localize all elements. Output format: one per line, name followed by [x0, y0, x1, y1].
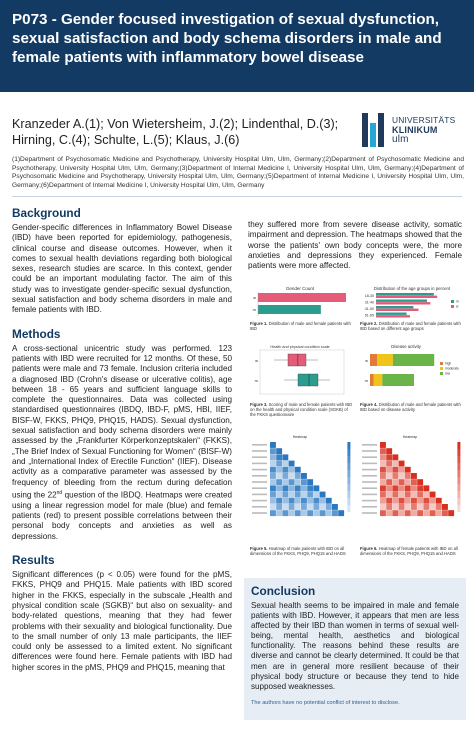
fig6-cell	[423, 504, 429, 510]
fig2-legend-swatch-m	[451, 300, 454, 303]
fig5-colorbar	[347, 470, 350, 477]
fig6-cell	[417, 504, 423, 510]
fig6-cell	[386, 510, 392, 516]
fig5-cell	[332, 510, 338, 516]
fig5-cell	[307, 479, 313, 485]
fig2-label-18-30: 18-30	[364, 294, 374, 298]
fig5-row-label	[252, 481, 267, 483]
fig5-colorbar	[347, 449, 350, 456]
fig6-cell	[399, 492, 405, 498]
fig6-cell	[386, 498, 392, 504]
fig6-cell	[423, 485, 429, 491]
fig2-label-51-65: 51-65	[364, 313, 374, 318]
fig5-cell	[270, 454, 276, 460]
fig6-cell	[417, 510, 423, 516]
fig5-cell	[270, 479, 276, 485]
fig5-cell	[270, 473, 276, 479]
fig4-bar-w-low	[393, 354, 434, 366]
fig5-cell	[301, 498, 307, 504]
fig5-row-label	[252, 487, 267, 489]
fig6-cell	[386, 492, 392, 498]
figure-5-caption: Figure 5. Heatmap of male patients with IBD on all dimensions of the FKKS, PHQ9, PHQ15 and HADS	[250, 546, 346, 556]
fig6-colorbar	[457, 505, 460, 512]
fig5-cell	[289, 498, 295, 504]
conflict-note: The authors have no potential conflict of interest to disclose.	[251, 699, 400, 706]
fig5-cell	[276, 454, 282, 460]
fig6-cell	[380, 461, 386, 467]
fig2-legend-m: m	[456, 299, 459, 304]
logo-text: UNIVERSITÄTS KLINIKUM ulm	[392, 115, 456, 145]
fig5-cell	[338, 510, 344, 516]
fig3-box-1	[298, 374, 318, 386]
fig6-cell	[442, 504, 448, 510]
fig6-cell	[392, 492, 398, 498]
fig5-cell	[295, 467, 301, 473]
fig2-bar-31-40-w	[376, 302, 430, 304]
fig3-title: Health and physical condition scale	[270, 345, 330, 349]
fig6-row-label	[362, 481, 377, 483]
fig2-legend-swatch-w	[451, 305, 454, 308]
background-title: Background	[12, 206, 81, 220]
fig6-row-label	[362, 469, 377, 471]
fig6-cell	[380, 492, 386, 498]
fig6-cell	[423, 510, 429, 516]
fig2-bar-51-65-w	[376, 315, 410, 317]
fig6-row-label	[362, 444, 377, 446]
fig5-cell	[301, 473, 307, 479]
fig5-cell	[282, 504, 288, 510]
fig5-colorbar	[347, 463, 350, 470]
fig5-cell	[282, 461, 288, 467]
fig6-row-label	[362, 463, 377, 465]
fig2-bar-31-40-m	[376, 300, 427, 302]
fig5-cell	[289, 510, 295, 516]
fig5-cell	[276, 504, 282, 510]
fig5-cell	[270, 442, 276, 448]
figure-1-caption: Figure 1. Distribution of male and female patients with IBD	[250, 321, 351, 331]
fig6-colorbar	[457, 449, 460, 456]
age-groups-chart	[360, 284, 464, 320]
fig6-cell	[399, 485, 405, 491]
fig6-colorbar	[457, 456, 460, 463]
fig5-cell	[276, 485, 282, 491]
fig5-cell	[313, 510, 319, 516]
fig5-cell	[276, 473, 282, 479]
fig5-cell	[270, 510, 276, 516]
fig6-cell	[380, 442, 386, 448]
fig1-label-w: w	[253, 295, 256, 300]
fig5-colorbar	[347, 477, 350, 484]
fig5-row-label	[252, 444, 267, 446]
fig6-cell	[392, 473, 398, 479]
fig6-cell	[436, 510, 442, 516]
fig5-cell	[276, 492, 282, 498]
fig6-cell	[448, 510, 454, 516]
fig6-row-label	[362, 487, 377, 489]
fig6-row-label	[362, 494, 377, 496]
fig6-cell	[411, 473, 417, 479]
fig6-cell	[417, 492, 423, 498]
fig6-colorbar	[457, 470, 460, 477]
affiliations: (1)Department of Psychosomatic Medicine and Psychotherapy, University Hospital Ulm, Ulm, Germany;(2)Department of Psychosomatic Medicine and Psychotherapy, University Hospital Ulm, Ulm, Germany;(3)Department of Internal Medicine I, University Hospital Ulm, Ulm, Germany;(4)Department of Psychosomatic Medicine and Psychotherapy, University Hospital Ulm, Ulm, Germany;(5)Department of Internal Medicine I, University Hospital Ulm, Ulm, Germany;(6)Department of Internal Medicine I, University Hospital Ulm, Ulm, Germany	[12, 156, 464, 189]
fig6-cell	[380, 448, 386, 454]
conclusion-box	[244, 578, 466, 720]
fig6-cell	[386, 485, 392, 491]
figure-5-heatmap-male	[248, 432, 352, 544]
fig6-cell	[392, 510, 398, 516]
fig4-legend-swatch-low	[440, 372, 443, 375]
fig1-label-m: m	[252, 307, 256, 312]
fig6-row-label	[362, 450, 377, 452]
fig5-cell	[301, 479, 307, 485]
fig6-row-label	[362, 456, 377, 458]
results-continued	[248, 220, 462, 271]
fig5-row-label	[252, 456, 267, 458]
fig6-cell	[380, 485, 386, 491]
fig5-cell	[289, 492, 295, 498]
fig6-colorbar	[457, 463, 460, 470]
background-text: Gender-specific differences in Inflammatory Bowel Disease (IBD) have been reported for epidemiology, pathogenesis, clinical course and disease outcomes. However, when it comes to sexual health deviations regarding both biological sexes, research studies are scarce. In this context, gender could be an important modulating factor. The aim of this study was to investigate gender-specific sexual dysfunction, sexual satisfaction and body schema disorders in male and female patients with IBD.	[12, 223, 232, 315]
fig6-cell	[405, 467, 411, 473]
fig5-cell	[276, 461, 282, 467]
fig2-title: Distribution of the age groups in percent	[373, 286, 451, 291]
fig5-cell	[289, 479, 295, 485]
figure-3-caption: Figure 3. Scoring of male and female patients with IBD on the health and physical condition scale (SGKB) of the FKKS questionnaire	[250, 402, 353, 417]
fig6-cell	[386, 479, 392, 485]
fig5-cell	[282, 485, 288, 491]
fig5-cell	[307, 498, 313, 504]
fig6-cell	[399, 498, 405, 504]
fig5-cell	[295, 485, 301, 491]
fig6-colorbar	[457, 477, 460, 484]
fig5-cell	[270, 485, 276, 491]
fig6-cell	[392, 498, 398, 504]
ulm-logo-icon	[360, 113, 386, 147]
fig5-cell	[332, 504, 338, 510]
fig6-cell	[399, 479, 405, 485]
fig5-colorbar	[347, 505, 350, 512]
fig5-cell	[276, 467, 282, 473]
fig1-bar-m	[258, 305, 321, 314]
fig5-cell	[282, 479, 288, 485]
poster-title: P073 - Gender focused investigation of sexual dysfunction, sexual satisfaction and body schema disorders in male and female patients with inflammatory bowel disease	[12, 11, 442, 66]
fig5-row-label	[252, 494, 267, 496]
fig5-row-label	[252, 500, 267, 502]
fig4-bar-m-high	[370, 374, 374, 386]
fig5-cell	[282, 510, 288, 516]
figure-6-caption: Figure 6. Heatmap of female patients with IBD on all dimensions of the FKKS, PHQ9, PHQ15 and HADS	[360, 546, 458, 556]
fig5-colorbar	[347, 498, 350, 505]
fig5-colorbar	[347, 484, 350, 491]
fig6-cell	[417, 485, 423, 491]
fig5-colorbar	[347, 456, 350, 463]
fig6-cell	[392, 454, 398, 460]
fig5-cell	[289, 504, 295, 510]
fig6-cell	[423, 492, 429, 498]
heatmap-female	[358, 432, 462, 544]
fig6-cell	[411, 485, 417, 491]
fig5-cell	[320, 504, 326, 510]
fig4-bar-w-high	[370, 354, 377, 366]
fig6-cell	[430, 498, 436, 504]
fig6-cell	[405, 485, 411, 491]
fig6-cell	[380, 454, 386, 460]
fig5-cell	[270, 461, 276, 467]
fig5-cell	[289, 473, 295, 479]
fig2-bar-18-30-w	[376, 296, 437, 298]
fig2-legend-w: w	[456, 304, 459, 309]
fig5-cell	[313, 492, 319, 498]
fig3-box-0	[288, 354, 306, 366]
fig5-cell	[289, 461, 295, 467]
poster-header	[0, 0, 474, 92]
fig5-cell	[270, 448, 276, 454]
fig4-bar-w-moderate	[377, 354, 393, 366]
figure-2-caption: Figure 2. Distribution of male and female patients with IBD based on different age groups	[360, 321, 461, 331]
fig6-cell	[399, 510, 405, 516]
fig6-cell	[430, 492, 436, 498]
fig5-cell	[270, 498, 276, 504]
heatmap-male	[248, 432, 352, 544]
fig5-row-label	[252, 506, 267, 508]
fig5-cell	[289, 485, 295, 491]
fig6-cell	[417, 479, 423, 485]
fig2-label-41-50: 41-50	[364, 307, 374, 311]
fig1-title: Gender Count	[285, 286, 315, 291]
fig5-cell	[307, 504, 313, 510]
methods-title: Methods	[12, 326, 61, 341]
fig6-cell	[380, 510, 386, 516]
fig6-cell	[411, 479, 417, 485]
figure-6-heatmap-female	[358, 432, 462, 544]
fig5-cell	[270, 467, 276, 473]
fig6-cell	[399, 467, 405, 473]
fig6-cell	[405, 492, 411, 498]
fig5-row-label	[252, 463, 267, 465]
fig1-bar-w	[258, 293, 346, 302]
figure-4-disease-activity	[360, 342, 464, 400]
fig5-cell	[276, 479, 282, 485]
fig4-legend-moderate: moderate	[445, 366, 459, 371]
fig6-title: Heatmap	[402, 435, 418, 439]
fig5-cell	[295, 504, 301, 510]
fig4-legend-swatch-moderate	[440, 367, 443, 370]
fig6-cell	[380, 479, 386, 485]
fig5-cell	[270, 492, 276, 498]
fig6-cell	[399, 504, 405, 510]
fig5-cell	[313, 504, 319, 510]
fig5-cell	[282, 473, 288, 479]
fig5-cell	[295, 473, 301, 479]
fig5-cell	[313, 485, 319, 491]
fig5-cell	[276, 510, 282, 516]
fig6-cell	[392, 504, 398, 510]
fig5-cell	[313, 498, 319, 504]
left-column	[12, 206, 232, 673]
fig3-label-0: w	[255, 358, 258, 363]
fig4-title: Disease activity	[391, 344, 421, 349]
fig5-cell	[295, 479, 301, 485]
fig6-cell	[411, 492, 417, 498]
fig6-cell	[399, 461, 405, 467]
fig4-legend-high: high	[445, 361, 452, 366]
fig6-row-label	[362, 506, 377, 508]
fig5-cell	[320, 510, 326, 516]
fig5-cell	[301, 504, 307, 510]
fig4-bar-m-low	[382, 374, 414, 386]
figure-panel	[246, 284, 464, 574]
fig6-cell	[380, 473, 386, 479]
fig6-cell	[436, 498, 442, 504]
fig5-cell	[270, 504, 276, 510]
fig6-colorbar	[457, 484, 460, 491]
fig5-cell	[276, 498, 282, 504]
fig5-cell	[307, 485, 313, 491]
fig6-cell	[442, 510, 448, 516]
fig6-cell	[405, 504, 411, 510]
fig6-cell	[411, 504, 417, 510]
fig4-legend-swatch-high	[440, 362, 443, 365]
figure-1-gender-count	[250, 284, 350, 320]
fig6-cell	[386, 461, 392, 467]
fig5-cell	[289, 467, 295, 473]
fig5-cell	[282, 498, 288, 504]
fig5-cell	[326, 498, 332, 504]
fig6-colorbar	[457, 442, 460, 449]
fig5-row-label	[252, 469, 267, 471]
divider	[12, 196, 462, 197]
results-text: Significant differences (p < 0.05) were found for the pMS, FKKS, PHQ9 and PHQ15. Male patients with IBD scored higher in the FKKS, especially in the subscale „Health and physical condition scale (SGKB)“ but also on sexuality- and body-related questions, meaning that they had fewer problems with their sexuality and biological functionality. Due to the small number of only 13 male participants, the IIEF could only be assessed to a limited extent. No significant differences were found here. Female patients with IBD had higher scores in the pMS, PHQ9 and PHQ15, meaning that	[12, 570, 232, 672]
fig6-cell	[392, 479, 398, 485]
fig6-cell	[386, 448, 392, 454]
fig6-cell	[411, 498, 417, 504]
fig6-cell	[430, 510, 436, 516]
fig5-colorbar	[347, 442, 350, 449]
fig6-colorbar	[457, 498, 460, 505]
fig5-cell	[307, 492, 313, 498]
fig6-cell	[392, 461, 398, 467]
fig4-legend-low: low	[445, 371, 450, 376]
fig5-cell	[301, 485, 307, 491]
fig5-cell	[295, 492, 301, 498]
fig6-row-label	[362, 500, 377, 502]
fig2-bar-51-65-m	[376, 313, 407, 315]
fig2-label-31-40: 31-40	[364, 300, 374, 305]
results-title: Results	[12, 553, 55, 568]
fig6-row-label	[362, 475, 377, 477]
conclusion-text: Sexual health seems to be impaired in male and female patients with IBD. However, it appears that men are less affected by their IBD than women in terms of sexual well-being, mental health, aesthetics and biological functionality. The reasons behind these results are diverse and cannot be clearly determined. It could be that men are in general more resilient because of their physical body structure or because they tend to hide supposed weaknesses.	[251, 601, 459, 691]
fig6-cell	[380, 498, 386, 504]
figure-2-age-groups	[360, 284, 464, 320]
fig4-label-w: w	[365, 358, 368, 363]
fig6-cell	[399, 473, 405, 479]
fig5-cell	[301, 492, 307, 498]
fig2-bar-41-50-m	[376, 306, 413, 308]
fig6-cell	[430, 504, 436, 510]
fig6-cell	[380, 467, 386, 473]
fig6-cell	[436, 504, 442, 510]
fig5-cell	[282, 467, 288, 473]
university-logo	[360, 113, 466, 151]
fig5-title: Heatmap	[292, 435, 308, 439]
fig6-cell	[405, 498, 411, 504]
health-scale-boxplot	[250, 342, 350, 400]
disease-activity-chart	[360, 342, 464, 400]
fig6-cell	[417, 498, 423, 504]
fig5-cell	[282, 492, 288, 498]
fig6-cell	[392, 467, 398, 473]
fig6-cell	[423, 498, 429, 504]
fig6-cell	[386, 473, 392, 479]
fig5-row-label	[252, 450, 267, 452]
gender-count-chart	[250, 284, 350, 320]
fig5-cell	[320, 498, 326, 504]
fig5-cell	[295, 498, 301, 504]
fig5-colorbar	[347, 491, 350, 498]
methods-text: A cross-sectional unicentric study was performed. 123 patients with IBD were recruited for 12 months. Of these, 50 patients were male and 73 female. Inclusion criteria included a diagnosed IBD (Crohn's disease or ulcerative colitis), age between 18 - 65 years and sufficient language skills to complete the questionnaires. Data was collected using standardised questionnaires (IBDQ, IBD-F, pMS, HBI, IIEF, BISF-W, FKKS, PHQ9, PHQ15, HADS). Sexual dysfunction, sexual satisfaction and body schema disorders were mainly assessed by the „Frankfurter Körperkonzeptskalen“ (FKKS), „The Brief Index of Sexual Functioning for Women“ (BISF-W) and „International Index of Erectile Function“ (IIEF). Disease activity as a comparative parameter was assessed by the frequency of bleeding from the rectum during defecation using the 22nd question of the IBDQ. Heatmaps were created using a linear regression model for male (blue) and female patients (red) to present possible correlations between their personal body concepts and anxieties as well as depressions.	[12, 343, 232, 541]
conclusion-title: Conclusion	[251, 584, 316, 598]
fig5-cell	[320, 492, 326, 498]
fig6-cell	[386, 454, 392, 460]
fig6-cell	[380, 504, 386, 510]
fig5-cell	[282, 454, 288, 460]
fig6-cell	[405, 479, 411, 485]
figure-4-caption: Figure 4. Distribution of male and female patients with IBD based on disease activity	[360, 402, 461, 412]
author-list: Kranzeder A.(1); Von Wietersheim, J.(2); Lindenthal, D.(3); Hirning, C.(4); Schulte, L.(5); Klaus, J.(6)	[12, 117, 339, 147]
fig5-cell	[326, 504, 332, 510]
fig5-cell	[301, 510, 307, 516]
fig4-label-m: m	[364, 378, 368, 383]
fig6-cell	[392, 485, 398, 491]
fig6-cell	[405, 510, 411, 516]
fig5-cell	[307, 510, 313, 516]
fig6-cell	[405, 473, 411, 479]
fig6-cell	[386, 467, 392, 473]
fig5-cell	[295, 510, 301, 516]
fig6-cell	[386, 504, 392, 510]
fig2-bar-18-30-m	[376, 293, 434, 295]
figure-3-health-scale	[250, 342, 350, 400]
fig5-cell	[276, 448, 282, 454]
fig6-row-label	[362, 512, 377, 514]
fig6-cell	[411, 510, 417, 516]
fig6-colorbar	[457, 491, 460, 498]
fig5-cell	[326, 510, 332, 516]
fig2-bar-41-50-w	[376, 309, 419, 311]
fig4-bar-m-moderate	[374, 374, 383, 386]
fig5-row-label	[252, 512, 267, 514]
fig3-label-1: m	[254, 378, 258, 383]
results-continued-text: they suffered more from severe disease activity, somatic impairment and depression. The heatmaps showed that the worse the patients' own body concepts were, the more anxieties and depressions they experienced. Female patients were more affected.	[248, 220, 462, 271]
fig5-row-label	[252, 475, 267, 477]
